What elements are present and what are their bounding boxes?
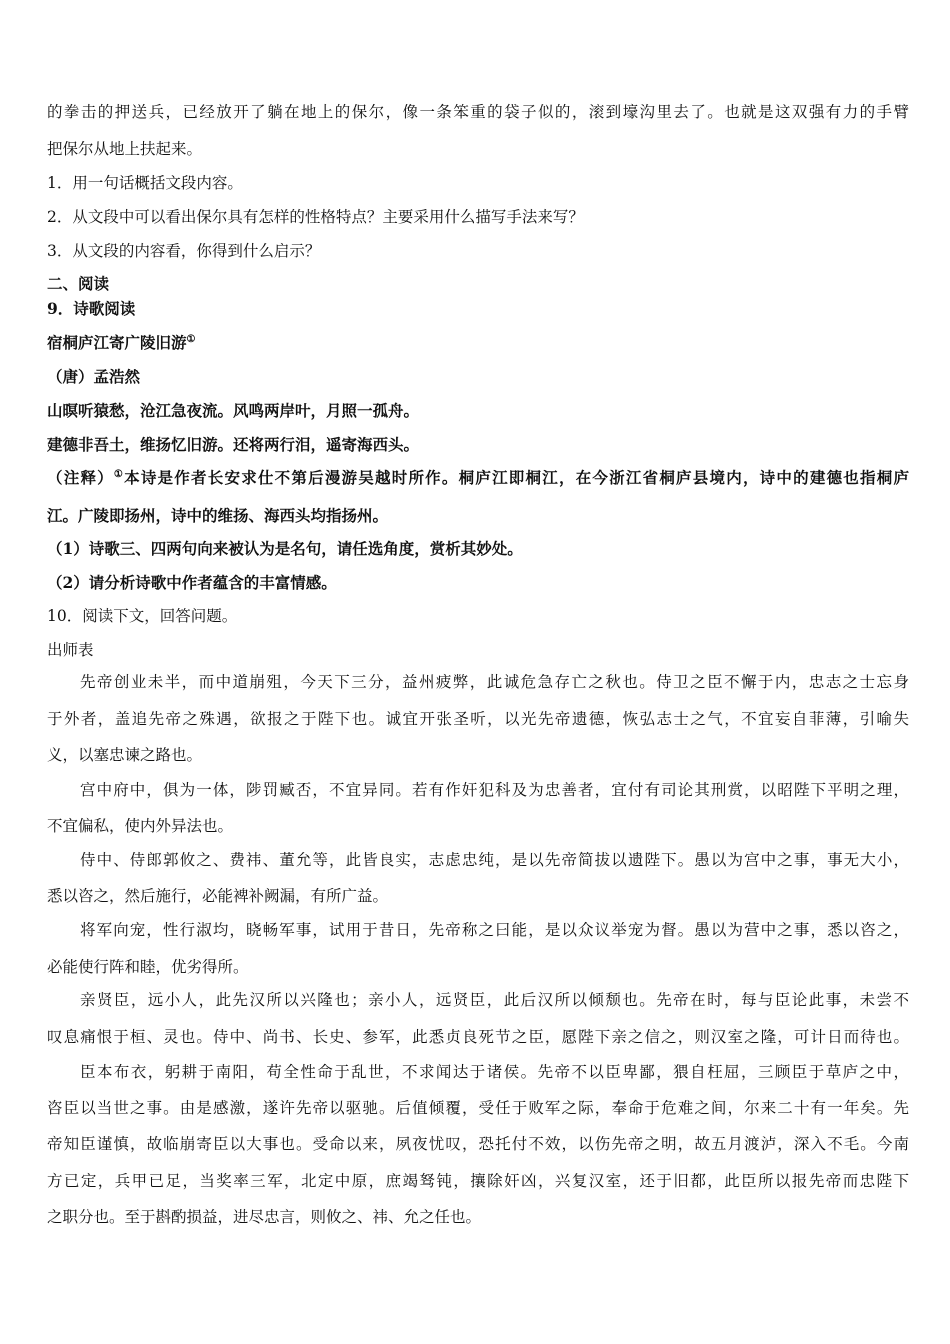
poem-author: （唐）孟浩然: [47, 367, 141, 386]
question-item: 3．从文段的内容看，你得到什么启示？: [47, 242, 321, 260]
paragraph-line: 不宜偏私，使内外异法也。: [47, 817, 234, 835]
poem-line: 山暝听猿愁，沧江急夜流。风鸣两岸叶，月照一孤舟。: [47, 401, 420, 420]
poem-title-text: 宿桐庐江寄广陵旧游: [47, 333, 187, 352]
paragraph-line: 必能使行阵和睦，优劣得所。: [47, 958, 249, 976]
note-text: 本诗是作者长安求仕不第后漫游吴越时所作。桐庐江即桐江，在今浙江省桐庐县境内，诗中的建德也指桐庐: [124, 468, 909, 487]
paragraph-line: 帝知臣谨慎，故临崩寄臣以大事也。受命以来，夙夜忧叹，恐托付不效，以伤先帝之明，故五月渡泸，深入不毛。今南: [47, 1135, 909, 1153]
paragraph-line: 亲贤臣，远小人，此先汉所以兴隆也；亲小人，远贤臣，此后汉所以倾颓也。先帝在时，每与臣论此事，未尝不: [80, 991, 909, 1009]
paragraph-line: 先帝创业未半，而中道崩殂，今天下三分，益州疲弊，此诚危急存亡之秋也。侍卫之臣不懈于内，忠志之士忘身: [80, 673, 909, 691]
poem-note-line: 江。广陵即扬州，诗中的维扬、海西头均指扬州。: [47, 506, 389, 525]
paragraph-line: 侍中、侍郎郭攸之、费祎、董允等，此皆良实，志虑忠纯，是以先帝简拔以遗陛下。愚以为宫中之事，事无大小，: [80, 851, 909, 869]
paragraph-line: 义，以塞忠谏之路也。: [47, 746, 203, 764]
paragraph-line: 方已定，兵甲已足，当奖率三军，北定中原，庶竭驽钝，攘除奸凶，兴复汉室，还于旧都，此臣所以报先帝而忠陛下: [47, 1172, 909, 1190]
footnote-mark: ①: [113, 468, 125, 480]
paragraph-line: 悉以咨之，然后施行，必能裨补阙漏，有所广益。: [47, 887, 389, 905]
poem-note: [47, 468, 909, 488]
note-label: （注释）: [47, 468, 114, 487]
paragraph-line: 咨臣以当世之事。由是感激，遂许先帝以驱驰。后值倾覆，受任于败军之际，奉命于危难之间，尔来二十有一年矣。先: [47, 1099, 909, 1117]
question-title: 10．阅读下文，回答问题。: [47, 607, 238, 625]
paragraph-line: 叹息痛恨于桓、灵也。侍中、尚书、长史、参军，此悉贞良死节之臣，愿陛下亲之信之，则汉室之隆，可计日而待也。: [47, 1028, 909, 1046]
sub-question: （1）诗歌三、四两句向来被认为是名句，请任选角度，赏析其妙处。: [47, 539, 523, 558]
question-item: 1．用一句话概括文段内容。: [47, 174, 243, 192]
paragraph-line: 宫中府中，俱为一体，陟罚臧否，不宜异同。若有作奸犯科及为忠善者，宜付有司论其刑赏，以昭陛下平明之理，: [80, 781, 909, 799]
section-title: 二、阅读: [47, 274, 110, 293]
question-title: 9．诗歌阅读: [47, 299, 136, 318]
footnote-mark: ①: [186, 333, 196, 345]
paragraph-line: 把保尔从地上扶起来。: [47, 140, 203, 158]
text-title: 出师表: [47, 641, 94, 659]
paragraph-line: 于外者，盖追先帝之殊遇，欲报之于陛下也。诚宜开张圣听，以光先帝遗德，恢弘志士之气，不宜妄自菲薄，引喻失: [47, 710, 909, 728]
paragraph-line: 的拳击的押送兵，已经放开了躺在地上的保尔，像一条笨重的袋子似的，滚到壕沟里去了。也就是这双强有力的手臂: [47, 103, 909, 121]
paragraph-line: 将军向宠，性行淑均，晓畅军事，试用于昔日，先帝称之曰能，是以众议举宠为督。愚以为营中之事，悉以咨之，: [80, 921, 909, 939]
paragraph-line: 之职分也。至于斟酌损益，进尽忠言，则攸之、祎、允之任也。: [47, 1208, 482, 1226]
poem-line: 建德非吾土，维扬忆旧游。还将两行泪，遥寄海西头。: [47, 435, 420, 454]
paragraph-line: 臣本布衣，躬耕于南阳，苟全性命于乱世，不求闻达于诸侯。先帝不以臣卑鄙，猥自枉屈，三顾臣于草庐之中，: [80, 1063, 909, 1081]
sub-question: （2）请分析诗歌中作者蕴含的丰富情感。: [47, 573, 337, 592]
poem-title: [47, 333, 195, 353]
question-item: 2．从文段中可以看出保尔具有怎样的性格特点？主要采用什么描写手法来写？: [47, 208, 584, 226]
